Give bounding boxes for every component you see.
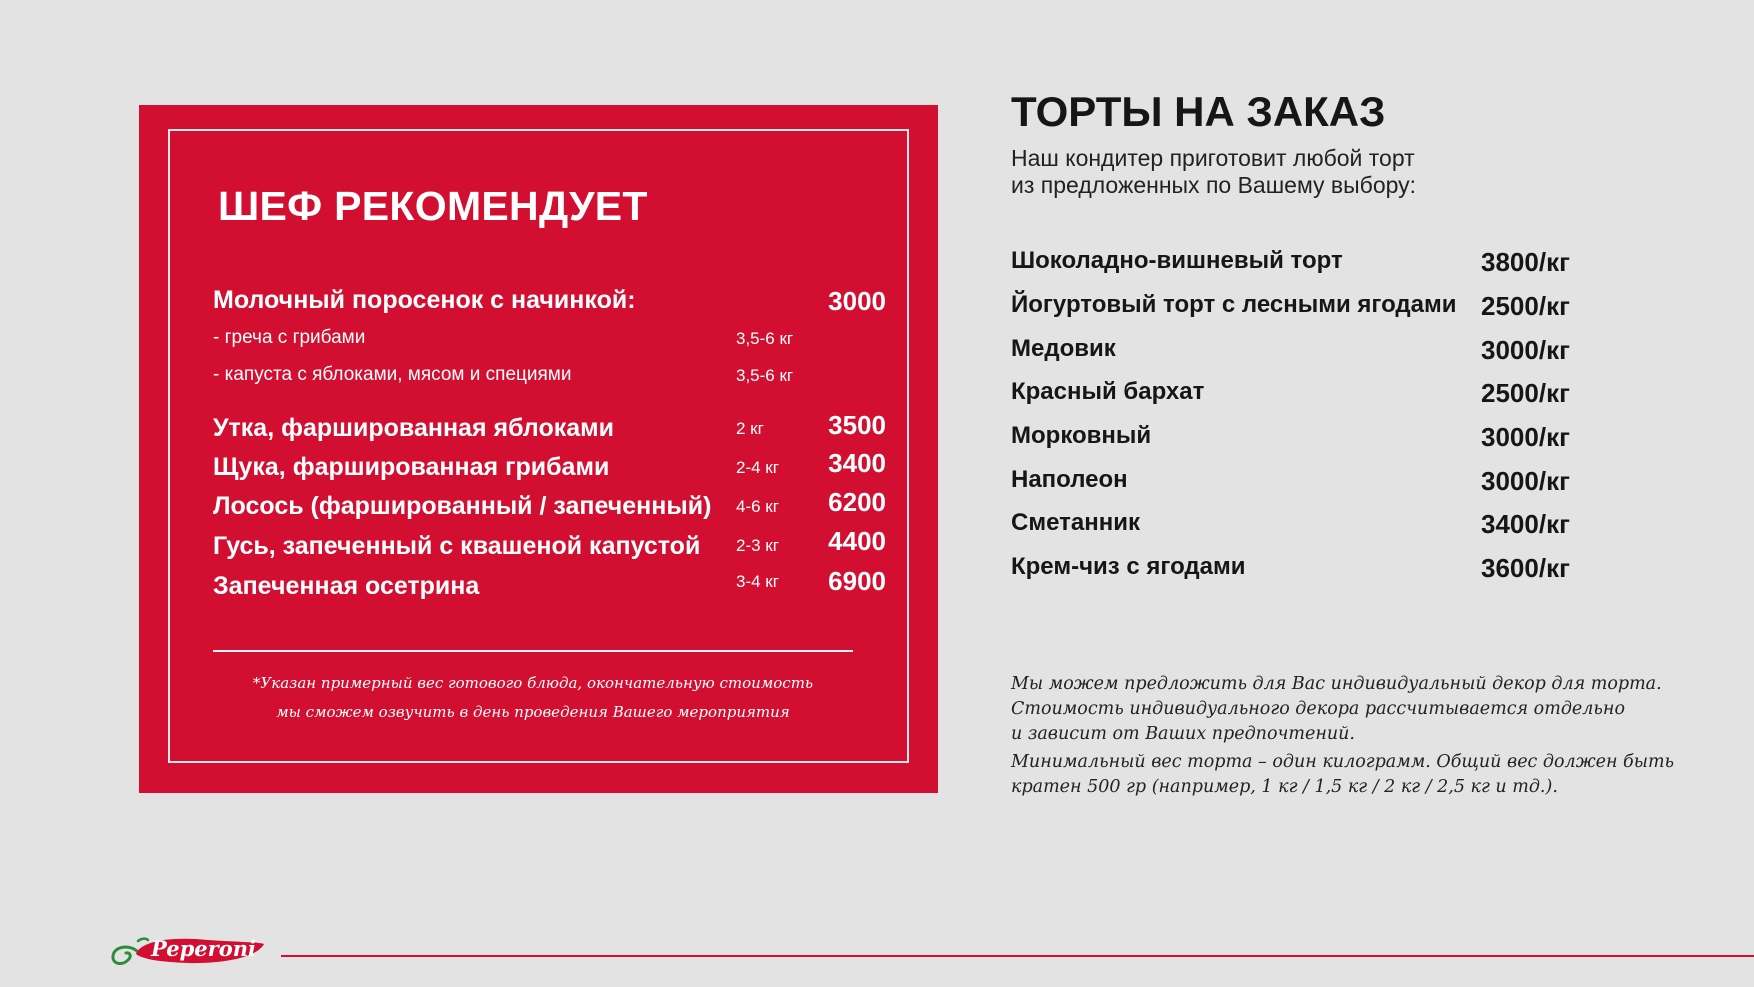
logo-text: Peperoni: [151, 936, 256, 961]
cake-name: Красный бархат: [1011, 378, 1205, 405]
cake-row: [1011, 422, 1611, 454]
cake-name: Крем-чиз с ягодами: [1011, 553, 1246, 580]
weight-note-line: мы сможем озвучить в день проведения Вашего мероприятия: [276, 703, 790, 721]
cake-row: [1011, 509, 1611, 541]
decor-info-paragraph: Мы можем предложить для Вас индивидуальный декор для торта. Стоимость индивидуального декора рассчитывается отдельно и зависит от Ваших предпочтений.: [1011, 674, 1662, 744]
decor-info: [1011, 672, 1691, 803]
cake-price: 2500/кг: [1481, 378, 1570, 408]
cake-price: 3800/кг: [1481, 247, 1570, 277]
cake-row: [1011, 553, 1611, 585]
cake-name: Медовик: [1011, 335, 1116, 362]
min-weight-paragraph: Минимальный вес торта – один килограмм. Общий вес должен быть кратен 500 гр (например, 1 кг / 1,5 кг / 2 кг / 2,5 кг и тд.).: [1011, 752, 1675, 797]
cake-name: Морковный: [1011, 422, 1152, 449]
cakes-title: ТОРТЫ НА ЗАКАЗ: [1011, 88, 1386, 135]
chef-recommends-panel: [139, 105, 938, 793]
weight-note-line: *Указан примерный вес готового блюда, окончательную стоимость: [252, 674, 814, 692]
chef-item-name: Молочный поросенок с начинкой:: [213, 286, 636, 314]
chef-item-weight: 4-6 кг: [736, 497, 779, 516]
cake-row: [1011, 466, 1611, 498]
cake-row: [1011, 291, 1611, 323]
cake-price: 3000/кг: [1481, 335, 1570, 365]
cake-row: [1011, 378, 1611, 410]
chef-item-weight: 3,5-6 кг: [736, 366, 794, 385]
cake-price: 2500/кг: [1481, 291, 1570, 321]
cake-name: Сметанник: [1011, 509, 1140, 536]
chef-item-name: Щука, фаршированная грибами: [213, 453, 610, 481]
chef-item-name: Запеченная осетрина: [213, 572, 480, 600]
cake-price: 3400/кг: [1481, 509, 1570, 539]
cake-name: Наполеон: [1011, 466, 1128, 493]
chef-item-weight: 3,5-6 кг: [736, 329, 794, 348]
cake-price: 3000/кг: [1481, 466, 1570, 496]
weight-note: [213, 669, 853, 727]
chef-item-weight: 3-4 кг: [736, 572, 779, 591]
cake-price: 3000/кг: [1481, 422, 1570, 452]
chef-item-weight: 2 кг: [736, 419, 764, 438]
chef-item-name: Гусь, запеченный с квашеной капустой: [213, 532, 701, 560]
cake-name: Шоколадно-вишневый торт: [1011, 247, 1343, 274]
peperoni-logo[interactable]: [108, 932, 268, 972]
cakes-subtitle-line: из предложенных по Вашему выбору:: [1011, 172, 1417, 198]
cake-name: Йогуртовый торт с лесными ягодами: [1011, 291, 1457, 318]
chef-item-weight: 2-4 кг: [736, 458, 779, 477]
footer-divider: [281, 955, 1754, 957]
chef-item-price: 3400: [828, 448, 886, 478]
cake-price: 3600/кг: [1481, 553, 1570, 583]
chef-title: ШЕФ РЕКОМЕНДУЕТ: [218, 183, 648, 229]
cake-row: [1011, 335, 1611, 367]
chef-item-price: 4400: [828, 526, 886, 556]
chef-item-name: - капуста с яблоками, мясом и специями: [213, 364, 572, 385]
chef-item-price: 6900: [828, 566, 886, 596]
chef-item-price: 3000: [828, 286, 886, 316]
chef-item-price: 3500: [828, 410, 886, 440]
cakes-subtitle-line: Наш кондитер приготовит любой торт: [1011, 145, 1415, 171]
chef-item-weight: 2-3 кг: [736, 536, 779, 555]
chef-item-price: 6200: [828, 487, 886, 517]
cakes-subtitle: [1011, 145, 1416, 199]
chef-item-name: Утка, фаршированная яблоками: [213, 414, 614, 442]
panel-divider: [213, 650, 853, 652]
chef-item-name: - греча с грибами: [213, 327, 366, 348]
cake-row: [1011, 247, 1611, 279]
chef-item-name: Лосось (фаршированный / запеченный): [213, 492, 712, 520]
